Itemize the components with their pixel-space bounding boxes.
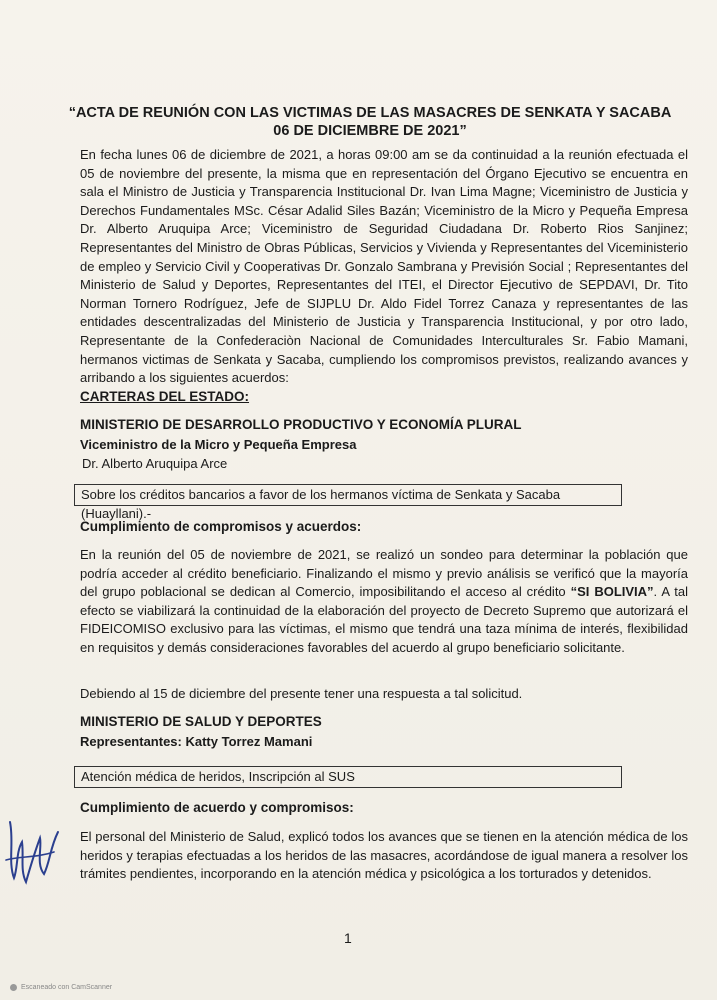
handwritten-signature — [0, 812, 70, 892]
scanner-watermark-text: Escaneado con CamScanner — [21, 984, 113, 991]
deadline-paragraph: Debiendo al 15 de diciembre del presente tener una respuesta a tal solicitud. — [80, 686, 523, 701]
viceministro-name: Dr. Alberto Aruquipa Arce — [82, 456, 228, 471]
ministry-salud-heading: MINISTERIO DE SALUD Y DEPORTES — [80, 714, 322, 729]
camscanner-icon — [10, 984, 17, 991]
carteras-heading: CARTERAS DEL ESTADO: — [80, 389, 250, 404]
cumplimiento-heading-1: Cumplimiento de compromisos y acuerdos: — [80, 519, 362, 534]
scanner-watermark — [10, 984, 112, 991]
si-bolivia-text: “SI BOLIVIA” — [570, 584, 654, 600]
creditos-text-a: En la reunión del 05 de noviembre de 2021, se realizó un sondeo para determinar la población que podría acceder al crédito beneficiario. Finalizando el mismo y previo análisis se verificó que la mayoría del grupo poblacional se dedican al Comercio, imposibilitando el acceso al crédito — [80, 547, 688, 600]
cumplimiento-heading-2: Cumplimiento de acuerdo y compromisos: — [80, 800, 354, 815]
ministry-desarrollo-heading: MINISTERIO DE DESARROLLO PRODUCTIVO Y ECONOMÍA PLURAL — [80, 417, 522, 432]
document-title — [60, 104, 680, 140]
creditos-text-b: . A tal efecto se viabilizará la continuidad de la elaboración del proyecto de Decreto Supremo que autorizará el FIDEICOMISO exclusivo para las víctimas, el mismo que tendrá una taza mínima de interés, flexibilidad en requisitos y demás consideraciones favorables del acuerdo al grupo beneficiario solicitante. — [80, 584, 688, 655]
creditos-paragraph — [80, 546, 688, 658]
title-line-2: 06 DE DICIEMBRE DE 2021” — [273, 123, 467, 139]
salud-representatives: Representantes: Katty Torrez Mamani — [80, 734, 313, 749]
topic-box-salud: Atención médica de heridos, Inscripción al SUS — [74, 766, 622, 788]
salud-paragraph: El personal del Ministerio de Salud, explicó todos los avances que se tienen en la atención médica de los heridos y terapias efectuadas a los heridos de las masacres, acordándose de igual manera a resolver los trámites pendientes, incorporando en la atención médica y psicológica a los torturados y detenidos. — [80, 829, 688, 882]
topic-box-creditos: Sobre los créditos bancarios a favor de los hermanos víctima de Senkata y Sacaba (Huayllani).- — [74, 484, 622, 506]
intro-paragraph: En fecha lunes 06 de diciembre de 2021, a horas 09:00 am se da continuidad a la reunión efectuada el 05 de noviembre del presente, la misma que en representación del Órgano Ejecutivo se encuentra en sala el Ministro de Justicia y Transparencia Institucional Dr. Ivan Lima Magne; Viceministro de Justicia y Derechos Fundamentales MSc. César Adalid Siles Bazán; Viceministro de la Micro y Pequeña Empresa Dr. Alberto Aruquipa Arce; Viceministro de Seguridad Ciudadana Dr. Roberto Rios Sanjinez; Representantes del Ministro de Obras Públicas, Servicios y Vivienda y Representantes del Viceministerio de empleo y Servicio Civil y Cooperativas Dr. Gonzalo Sambrana y Previsión Social ; Representantes del Ministerio de Salud y Deportes, Representantes del ITEI, el Director Ejecutivo de SEPDAVI, Dr. Tito Norman Tornero Rodríguez, Jefe de SIJPLU Dr. Aldo Fidel Torrez Canaza y representantes de las entidades descentralizadas del Ministerio de Justicia y Transparencia Institucional, y por otro lado, Representante de la Confederaciòn Nacional de Comunidades Interculturales Sr. Fabio Mamani, hermanos victimas de Senkata y Sacaba, cumpliendo los compromisos previstos, realizando avances y arribando a los siguientes acuerdos: — [80, 147, 688, 386]
page-number: 1 — [344, 930, 352, 946]
viceministro-label: Viceministro de la Micro y Pequeña Empresa — [80, 437, 357, 452]
title-line-1: “ACTA DE REUNIÓN CON LAS VICTIMAS DE LAS MASACRES DE SENKATA Y SACABA — [68, 105, 672, 121]
